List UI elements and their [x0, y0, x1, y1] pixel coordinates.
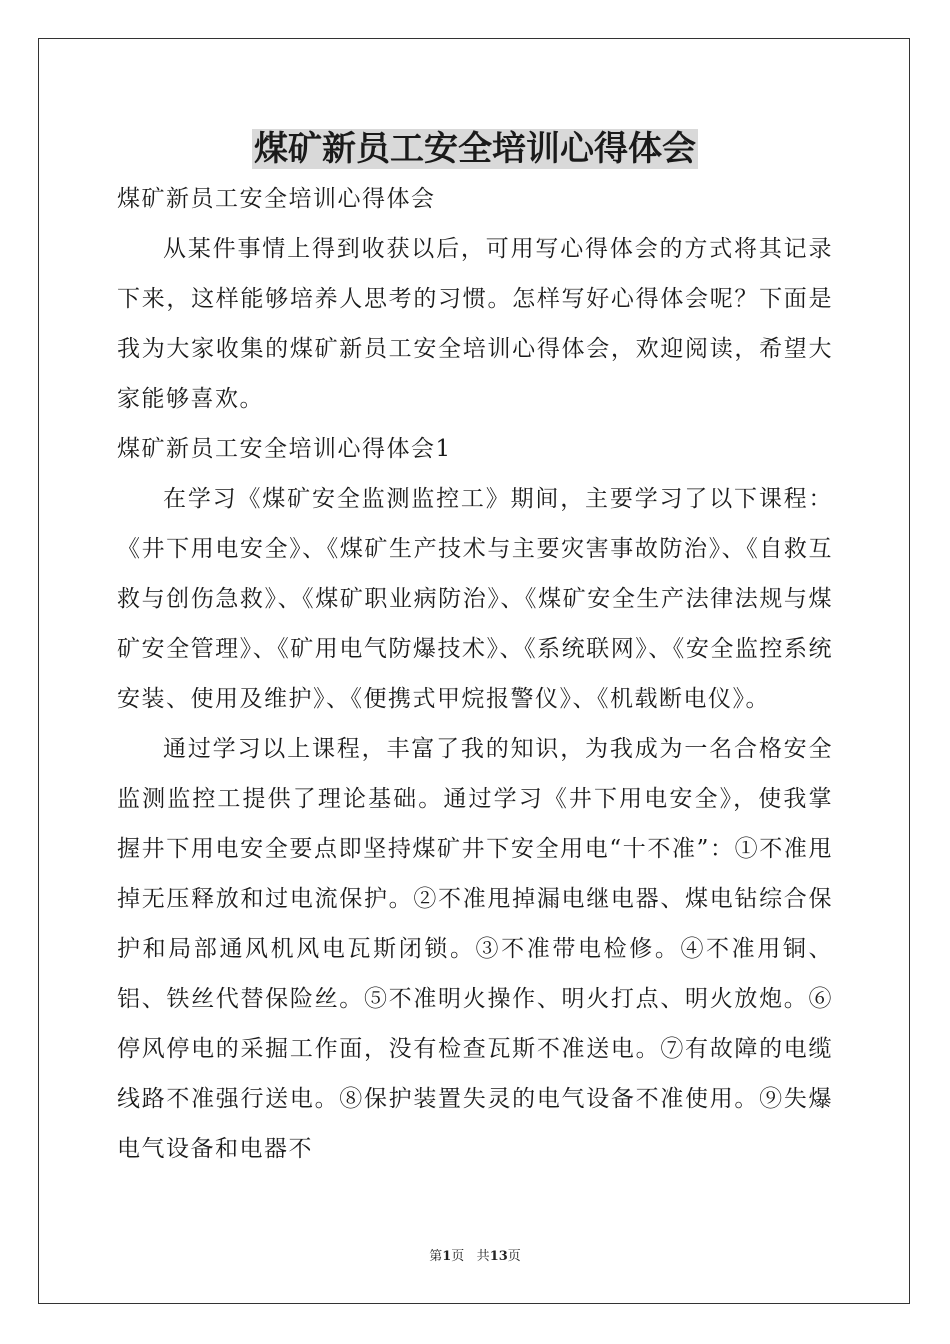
total-prefix: 共 — [476, 1249, 490, 1264]
page-prefix: 第 — [429, 1249, 443, 1264]
document-title-text: 煤矿新员工安全培训心得体会 — [254, 129, 696, 169]
section-heading: 煤矿新员工安全培训心得体会1 — [117, 436, 452, 462]
total-pages: 13 — [489, 1249, 508, 1264]
page-suffix: 页 — [451, 1249, 465, 1264]
page-footer — [0, 1248, 950, 1266]
document-subtitle: 煤矿新员工安全培训心得体会 — [117, 186, 436, 212]
total-suffix: 页 — [507, 1249, 521, 1264]
intro-paragraph: 从某件事情上得到收获以后，可用写心得体会的方式将其记录下来，这样能够培养人思考的习惯。怎样写好心得体会呢？下面是我为大家收集的煤矿新员工安全培训心得体会，欢迎阅读，希望大家能够喜欢。 — [117, 236, 833, 412]
document-body — [117, 174, 833, 1174]
page-number: 1 — [442, 1249, 452, 1264]
body-paragraph-courses: 在学习《煤矿安全监测监控工》期间，主要学习了以下课程：《井下用电安全》、《煤矿生产技术与主要灾害事故防治》、《自救互救与创伤急救》、《煤矿职业病防治》、《煤矿安全生产法律法规与煤矿安全管理》、《矿用电气防爆技术》、《系统联网》、《安全监控系统安装、使用及维护》、《便携式甲烷报警仪》、《机载断电仪》。 — [117, 486, 833, 712]
document-title — [0, 126, 950, 172]
body-paragraph-rules: 通过学习以上课程，丰富了我的知识，为我成为一名合格安全监测监控工提供了理论基础。通过学习《井下用电安全》，使我掌握井下用电安全要点即坚持煤矿井下安全用电“十不准”：①不准甩掉无压释放和过电流保护。②不准甩掉漏电继电器、煤电钻综合保护和局部通风机风电瓦斯闭锁。③不准带电检修。④不准用铜、铝、铁丝代替保险丝。⑤不准明火操作、明火打点、明火放炮。⑥停风停电的采掘工作面，没有检查瓦斯不准送电。⑦有故障的电缆线路不准强行送电。⑧保护装置失灵的电气设备不准使用。⑨失爆电气设备和电器不 — [117, 736, 833, 1162]
